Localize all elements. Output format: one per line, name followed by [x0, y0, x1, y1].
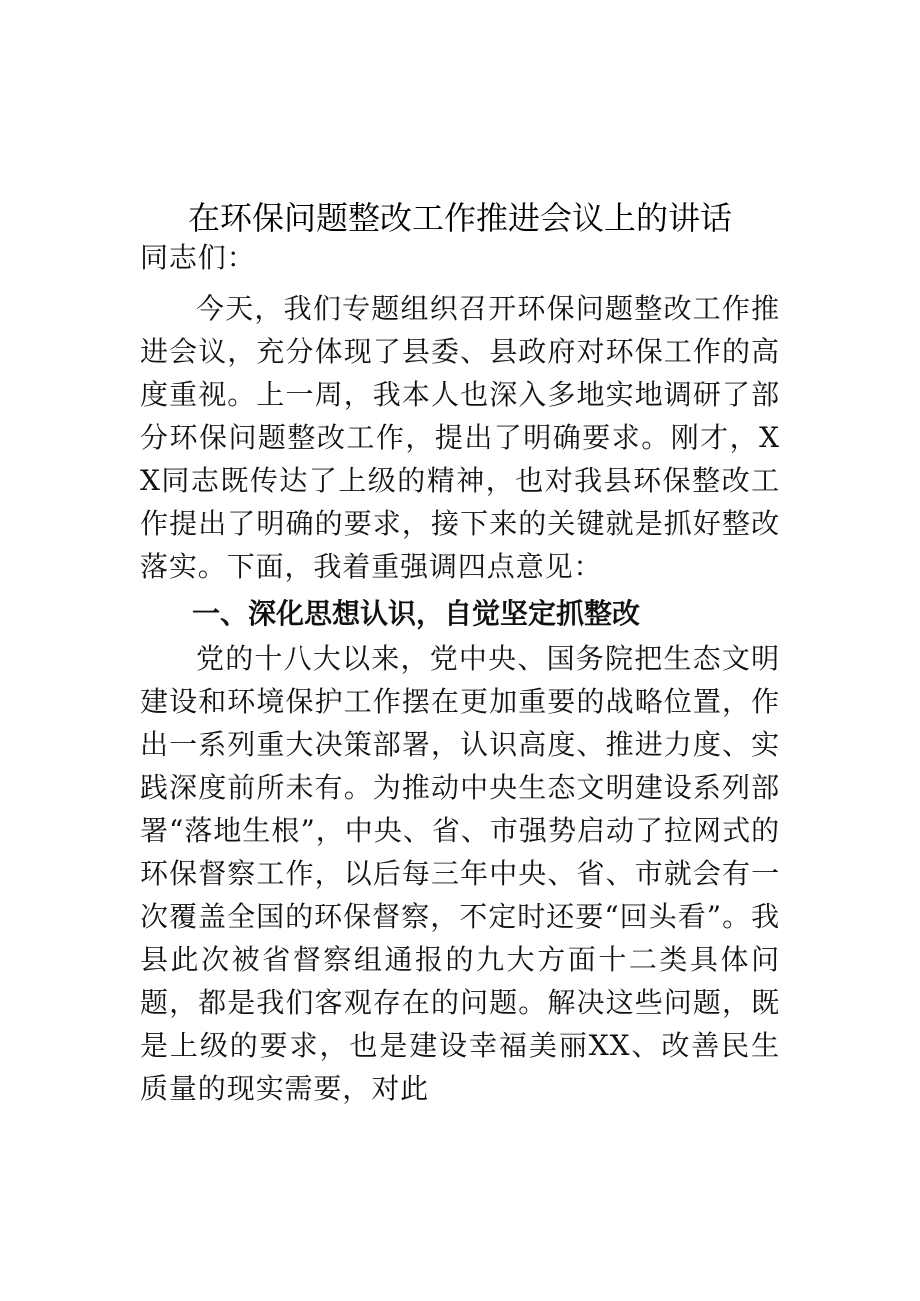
paragraph-intro: 今天，我们专题组织召开环保问题整改工作推进会议，充分体现了县委、县政府对环保工作的高度重视。上一周，我本人也深入多地实地调研了部分环保问题整改工作，提出了明确要求。刚才，XX同志既传达了上级的精神，也对我县环保整改工作提出了明确的要求，接下来的关键就是抓好整改落实。下面，我着重强调四点意见： — [140, 292, 780, 583]
salutation: 同志们： — [140, 241, 256, 274]
section-heading-1: 一、深化思想认识，自觉坚定抓整改 — [192, 597, 641, 630]
document-title: 在环保问题整改工作推进会议上的讲话 — [187, 199, 732, 237]
paragraph-section-1: 党的十八大以来，党中央、国务院把生态文明建设和环境保护工作摆在更加重要的战略位置，作出一系列重大决策部署，认识高度、推进力度、实践深度前所未有。为推动中央生态文明建设系列部署“落地生根”，中央、省、市强势启动了拉网式的环保督察工作，以后每三年中央、省、市就会有一次覆盖全国的环保督察，不定时还要“回头看”。我县此次被省督察组通报的九大方面十二类具体问题，都是我们客观存在的问题。解决这些问题，既是上级的要求，也是建设幸福美丽XX、改善民生质量的现实需要，对此 — [140, 642, 780, 1105]
